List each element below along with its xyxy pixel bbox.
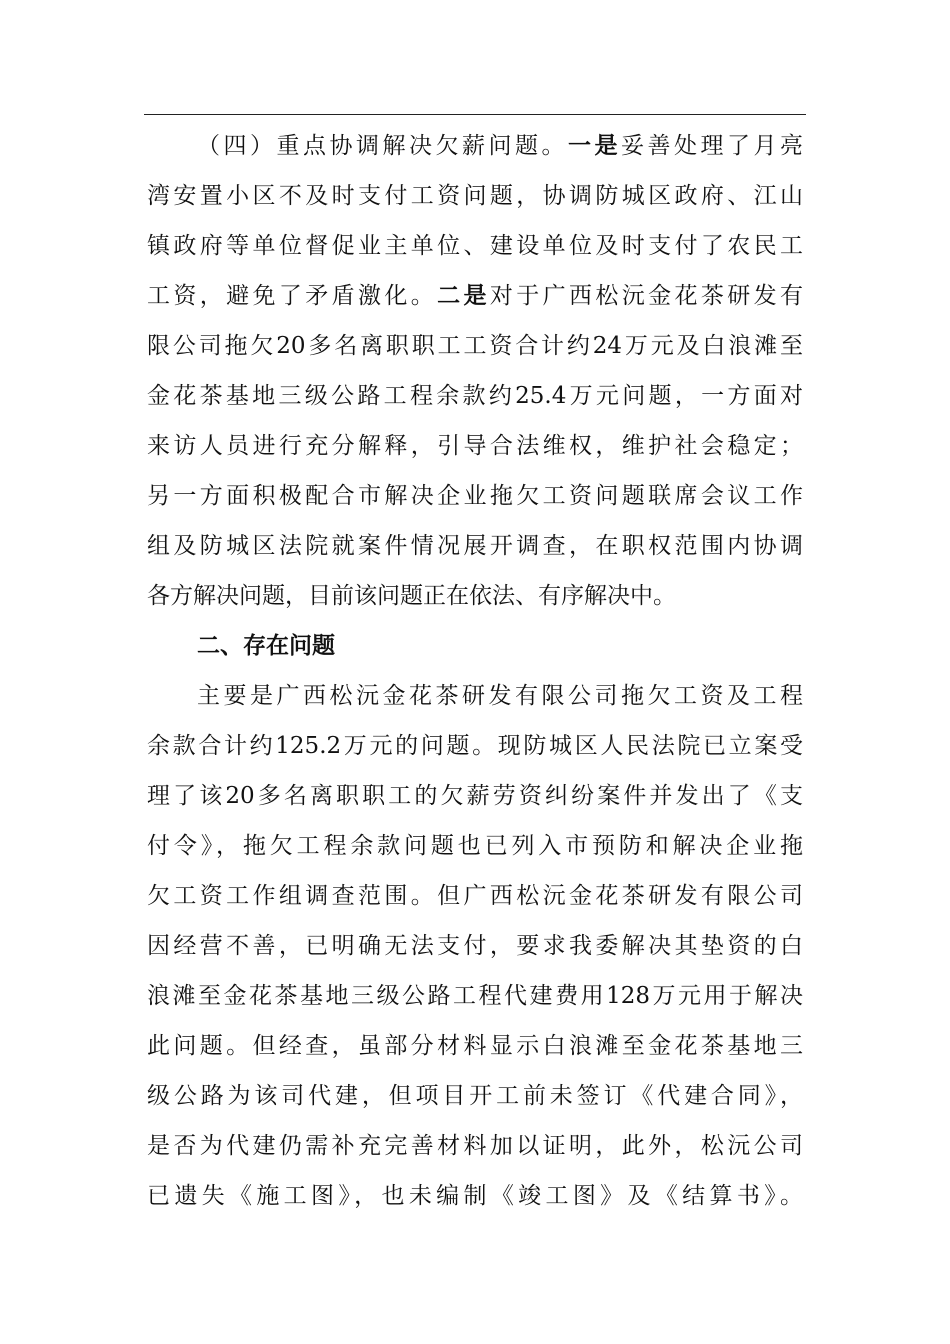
header-rule	[144, 114, 806, 115]
paragraph-line: 各方解决问题，目前该问题正在依法、有序解决中。	[147, 583, 676, 609]
line-text: 妥善处理了月亮	[621, 133, 803, 159]
section-heading: 二、存在问题	[197, 633, 335, 659]
paragraph-line: 欠工资工作组调查范围。但广西松沅金花茶研发有限公司	[147, 883, 803, 909]
paragraph-line: 金花茶基地三级公路工程余款约25.4万元问题，一方面对	[147, 383, 803, 409]
line-text: 对于广西松沅金花茶研发有	[489, 283, 803, 309]
paragraph-line: 因经营不善，已明确无法支付，要求我委解决其垫资的白	[147, 933, 803, 959]
paragraph-line: 余款合计约125.2万元的问题。现防城区人民法院已立案受	[147, 733, 803, 759]
paragraph-line: 付令》，拖欠工程余款问题也已列入市预防和解决企业拖	[147, 833, 803, 859]
line-text: 工资，避免了矛盾激化。	[147, 283, 438, 309]
paragraph-line: 来访人员进行充分解释，引导合法维权，维护社会稳定；	[147, 433, 803, 459]
section-heading-text: （四）重点协调解决欠薪问题。	[197, 133, 568, 159]
paragraph-line: 是否为代建仍需补充完善材料加以证明，此外，松沅公司	[147, 1133, 803, 1159]
bold-marker: 二是	[437, 282, 490, 309]
paragraph-line: 主要是广西松沅金花茶研发有限公司拖欠工资及工程	[197, 683, 803, 709]
paragraph-line	[197, 126, 803, 166]
bold-marker: 一是	[568, 132, 621, 159]
paragraph-line: 级公路为该司代建，但项目开工前未签订《代建合同》，	[147, 1083, 803, 1109]
paragraph-line: 组及防城区法院就案件情况展开调查，在职权范围内协调	[147, 533, 803, 559]
paragraph-line: 理了该20多名离职职工的欠薪劳资纠纷案件并发出了《支	[147, 783, 803, 809]
paragraph-line: 限公司拖欠20多名离职职工工资合计约24万元及白浪滩至	[147, 333, 803, 359]
paragraph-line: 此问题。但经查，虽部分材料显示白浪滩至金花茶基地三	[147, 1033, 803, 1059]
paragraph-line	[147, 276, 803, 316]
paragraph-line: 另一方面积极配合市解决企业拖欠工资问题联席会议工作	[147, 483, 803, 509]
paragraph-line: 湾安置小区不及时支付工资问题，协调防城区政府、江山	[147, 183, 803, 209]
paragraph-line: 浪滩至金花茶基地三级公路工程代建费用128万元用于解决	[147, 983, 803, 1009]
paragraph-line: 镇政府等单位督促业主单位、建设单位及时支付了农民工	[147, 233, 803, 259]
paragraph-line: 已遗失《施工图》，也未编制《竣工图》及《结算书》。	[147, 1183, 803, 1209]
